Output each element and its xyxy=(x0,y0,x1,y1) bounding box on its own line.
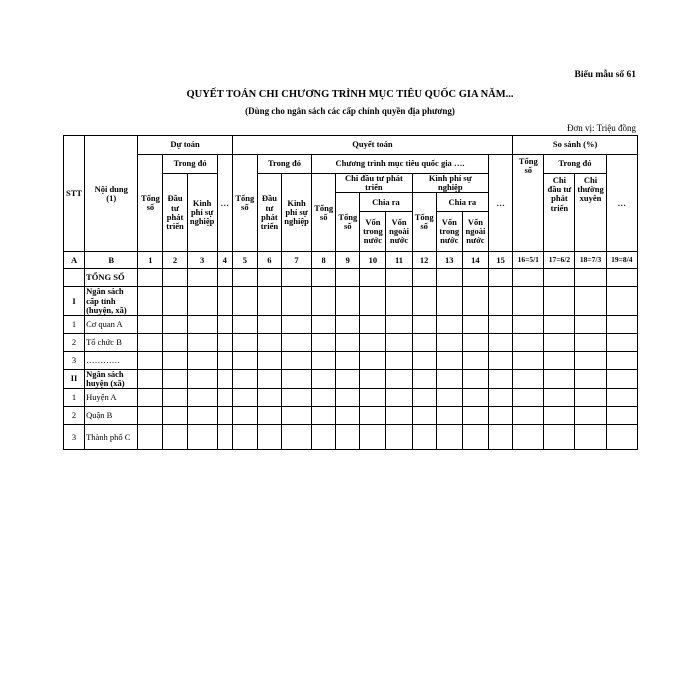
row-stt xyxy=(64,269,85,287)
table-cell xyxy=(360,407,386,425)
table-cell xyxy=(386,269,412,287)
table-cell xyxy=(575,333,606,351)
table-cell xyxy=(257,333,281,351)
table-cell xyxy=(232,369,257,388)
table-cell xyxy=(232,389,257,407)
table-cell xyxy=(312,389,336,407)
table-row xyxy=(64,351,638,369)
table-cell xyxy=(336,351,360,369)
header-ct-tong-so: Tổng số xyxy=(312,174,336,252)
header-noi-dung: Nội dung (1) xyxy=(85,136,138,252)
table-cell xyxy=(575,269,606,287)
table-cell xyxy=(544,369,575,388)
table-cell xyxy=(257,425,281,450)
table-cell xyxy=(488,333,512,351)
table-cell xyxy=(163,287,187,316)
row-stt: II xyxy=(64,369,85,388)
table-cell xyxy=(412,369,436,388)
column-index-row xyxy=(64,252,638,269)
table-cell xyxy=(386,369,412,388)
table-cell xyxy=(575,315,606,333)
column-index-cell: B xyxy=(85,252,138,269)
table-cell xyxy=(513,333,544,351)
table-cell xyxy=(513,407,544,425)
table-cell xyxy=(312,315,336,333)
table-cell xyxy=(281,425,311,450)
header-dtpt-tong-so: Tổng số xyxy=(336,193,360,252)
table-cell xyxy=(462,389,488,407)
table-cell xyxy=(138,425,163,450)
table-cell xyxy=(412,389,436,407)
table-row xyxy=(64,425,638,450)
table-cell xyxy=(575,351,606,369)
header-stt: STT xyxy=(64,136,85,252)
table-cell xyxy=(163,425,187,450)
header-kpsn-von-trong-nuoc: Vốn trong nước xyxy=(436,212,462,252)
header-du-toan-tong-so: Tổng số xyxy=(138,155,163,252)
table-cell xyxy=(360,287,386,316)
table-cell xyxy=(436,351,462,369)
table-cell xyxy=(232,425,257,450)
table-cell xyxy=(462,407,488,425)
table-cell xyxy=(232,315,257,333)
table-cell xyxy=(217,407,232,425)
table-row xyxy=(64,407,638,425)
header-du-toan-kpsn: Kinh phí sự nghiệp xyxy=(187,174,217,252)
table-cell xyxy=(281,269,311,287)
table-cell xyxy=(336,269,360,287)
row-label: Huyện A xyxy=(85,389,138,407)
column-index-cell: 8 xyxy=(312,252,336,269)
header-kpsn-wide: Kinh phí sự nghiệp xyxy=(412,174,488,193)
table-cell xyxy=(513,369,544,388)
row-stt: 1 xyxy=(64,389,85,407)
table-cell xyxy=(386,287,412,316)
table-cell xyxy=(217,369,232,388)
column-index-cell: 4 xyxy=(217,252,232,269)
table-cell xyxy=(281,351,311,369)
table-cell xyxy=(163,389,187,407)
table-cell xyxy=(386,315,412,333)
table-cell xyxy=(412,407,436,425)
table-cell xyxy=(163,333,187,351)
table-cell xyxy=(575,287,606,316)
header-qt-kpsn: Kinh phí sự nghiệp xyxy=(281,174,311,252)
table-cell xyxy=(232,269,257,287)
table-cell xyxy=(187,269,217,287)
table-row xyxy=(64,315,638,333)
column-index-cell: 11 xyxy=(386,252,412,269)
table-cell xyxy=(138,351,163,369)
row-stt: 3 xyxy=(64,425,85,450)
table-cell xyxy=(606,315,637,333)
table-row xyxy=(64,287,638,316)
table-cell xyxy=(163,369,187,388)
header-ss-ellipsis: … xyxy=(606,155,637,252)
table-cell xyxy=(575,369,606,388)
table-cell xyxy=(386,425,412,450)
table-cell xyxy=(606,389,637,407)
table-cell xyxy=(513,315,544,333)
table-cell xyxy=(138,369,163,388)
currency-unit: Đơn vị: Triệu đồng xyxy=(566,123,636,133)
table-cell xyxy=(312,333,336,351)
header-dtpt-von-trong-nuoc: Vốn trong nước xyxy=(360,212,386,252)
table-cell xyxy=(488,369,512,388)
column-index-cell: 18=7/3 xyxy=(575,252,606,269)
header-du-toan-dtpt: Đầu tư phát triển xyxy=(163,174,187,252)
table-cell xyxy=(606,351,637,369)
table-cell xyxy=(513,389,544,407)
table-cell xyxy=(281,333,311,351)
table-cell xyxy=(360,369,386,388)
column-index-cell: 19=8/4 xyxy=(606,252,637,269)
table-cell xyxy=(138,407,163,425)
table-cell xyxy=(163,269,187,287)
header-chuong-trinh: Chương trình mục tiêu quốc gia …. xyxy=(312,155,489,174)
table-cell xyxy=(360,389,386,407)
table-cell xyxy=(575,407,606,425)
row-label: Ngân sách cấp tỉnh (huyện, xã) xyxy=(85,287,138,316)
row-stt: 2 xyxy=(64,333,85,351)
table-cell xyxy=(544,315,575,333)
table-cell xyxy=(412,287,436,316)
table-cell xyxy=(386,333,412,351)
table-cell xyxy=(412,333,436,351)
row-stt: I xyxy=(64,287,85,316)
column-index-cell: A xyxy=(64,252,85,269)
table-row xyxy=(64,389,638,407)
table-cell xyxy=(312,351,336,369)
table-cell xyxy=(488,287,512,316)
header-ss-chi-thuong-xuyen: Chi thường xuyên xyxy=(575,174,606,252)
table-cell xyxy=(544,333,575,351)
table-cell xyxy=(386,351,412,369)
table-cell xyxy=(412,269,436,287)
table-cell xyxy=(360,269,386,287)
column-index-cell: 12 xyxy=(412,252,436,269)
table-cell xyxy=(606,287,637,316)
table-cell xyxy=(232,351,257,369)
table-cell xyxy=(436,389,462,407)
table-cell xyxy=(436,287,462,316)
header-quyet-toan: Quyết toán xyxy=(232,136,512,155)
table-cell xyxy=(462,287,488,316)
table-cell xyxy=(187,389,217,407)
table-cell xyxy=(336,315,360,333)
header-qt-tong-so: Tổng số xyxy=(232,155,257,252)
table-cell xyxy=(232,333,257,351)
table-cell xyxy=(257,351,281,369)
table-cell xyxy=(138,269,163,287)
table-cell xyxy=(138,287,163,316)
table-cell xyxy=(436,407,462,425)
row-label: Tổ chức B xyxy=(85,333,138,351)
table-cell xyxy=(360,315,386,333)
table-cell xyxy=(412,351,436,369)
table-cell xyxy=(462,333,488,351)
table-cell xyxy=(544,351,575,369)
header-so-sanh: So sánh (%) xyxy=(513,136,638,155)
header-chi-dtpt: Chi đầu tư phát triển xyxy=(336,174,412,193)
table-cell xyxy=(513,287,544,316)
header-du-toan-trong-do: Trong đó xyxy=(163,155,217,174)
table-cell xyxy=(163,315,187,333)
table-cell xyxy=(386,389,412,407)
table-row xyxy=(64,369,638,388)
table-cell xyxy=(336,407,360,425)
table-cell xyxy=(312,287,336,316)
table-cell xyxy=(606,407,637,425)
table-cell xyxy=(217,315,232,333)
table-cell xyxy=(312,425,336,450)
table-cell xyxy=(544,425,575,450)
table-cell xyxy=(336,369,360,388)
header-qt-dtpt: Đầu tư phát triển xyxy=(257,174,281,252)
table-cell xyxy=(606,369,637,388)
table-cell xyxy=(462,369,488,388)
report-subtitle: (Dùng cho ngân sách các cấp chính quyền địa phương) xyxy=(245,106,455,116)
table-cell xyxy=(257,287,281,316)
header-qt-ellipsis: … xyxy=(488,155,512,252)
table-cell xyxy=(257,315,281,333)
table-cell xyxy=(163,351,187,369)
table-cell xyxy=(217,269,232,287)
form-number: Biểu mẫu số 61 xyxy=(574,70,636,80)
table-cell xyxy=(488,425,512,450)
table-cell xyxy=(436,269,462,287)
table-cell xyxy=(436,315,462,333)
header-du-toan-ellipsis: … xyxy=(217,155,232,252)
column-index-cell: 7 xyxy=(281,252,311,269)
column-index-cell: 9 xyxy=(336,252,360,269)
table-cell xyxy=(257,389,281,407)
table-cell xyxy=(257,369,281,388)
column-index-cell: 3 xyxy=(187,252,217,269)
column-index-cell: 14 xyxy=(462,252,488,269)
table-cell xyxy=(217,389,232,407)
table-cell xyxy=(336,389,360,407)
table-cell xyxy=(187,351,217,369)
table-cell xyxy=(606,333,637,351)
table-cell xyxy=(187,425,217,450)
table-cell xyxy=(281,369,311,388)
table-cell xyxy=(606,269,637,287)
table-cell xyxy=(360,333,386,351)
table-cell xyxy=(513,425,544,450)
table-cell xyxy=(575,425,606,450)
column-index-cell: 13 xyxy=(436,252,462,269)
header-qt-trong-do: Trong đó xyxy=(257,155,311,174)
row-label: Thành phố C xyxy=(85,425,138,450)
table-cell xyxy=(544,269,575,287)
column-index-cell: 2 xyxy=(163,252,187,269)
table-cell xyxy=(462,351,488,369)
column-index-cell: 17=6/2 xyxy=(544,252,575,269)
table-cell xyxy=(138,389,163,407)
table-cell xyxy=(412,315,436,333)
column-index-cell: 16=5/1 xyxy=(513,252,544,269)
table-cell xyxy=(575,389,606,407)
row-label: Quận B xyxy=(85,407,138,425)
row-label: TỔNG SỐ xyxy=(85,269,138,287)
table-cell xyxy=(462,269,488,287)
table-cell xyxy=(412,425,436,450)
table-cell xyxy=(217,333,232,351)
column-index-cell: 15 xyxy=(488,252,512,269)
column-index-cell: 5 xyxy=(232,252,257,269)
table-cell xyxy=(336,333,360,351)
table-cell xyxy=(138,333,163,351)
row-label: Cơ quan A xyxy=(85,315,138,333)
table-cell xyxy=(312,407,336,425)
table-cell xyxy=(232,407,257,425)
table-cell xyxy=(488,407,512,425)
table-cell xyxy=(281,389,311,407)
table-cell xyxy=(488,315,512,333)
table-cell xyxy=(281,407,311,425)
table-cell xyxy=(488,351,512,369)
table-cell xyxy=(513,351,544,369)
table-cell xyxy=(163,407,187,425)
header-dtpt-chia-ra: Chia ra xyxy=(360,193,412,212)
table-cell xyxy=(488,389,512,407)
header-ss-chi-dtpt: Chi đầu tư phát triển xyxy=(544,174,575,252)
table-cell xyxy=(232,287,257,316)
table-cell xyxy=(217,425,232,450)
table-cell xyxy=(257,269,281,287)
row-stt: 1 xyxy=(64,315,85,333)
row-stt: 2 xyxy=(64,407,85,425)
table-cell xyxy=(257,407,281,425)
header-kpsn-tong-so: Tổng số xyxy=(412,193,436,252)
table-cell xyxy=(360,425,386,450)
table-cell xyxy=(606,425,637,450)
table-cell xyxy=(187,407,217,425)
column-index-cell: 6 xyxy=(257,252,281,269)
table-cell xyxy=(312,369,336,388)
table-cell xyxy=(462,425,488,450)
column-index-cell: 1 xyxy=(138,252,163,269)
column-index-cell: 10 xyxy=(360,252,386,269)
table-cell xyxy=(138,315,163,333)
table-cell xyxy=(462,315,488,333)
header-ss-trong-do: Trong đó xyxy=(544,155,606,174)
table-cell xyxy=(544,389,575,407)
table-cell xyxy=(386,407,412,425)
header-du-toan: Dự toán xyxy=(138,136,232,155)
table-cell xyxy=(281,287,311,316)
table-row xyxy=(64,333,638,351)
row-label: ………… xyxy=(85,351,138,369)
table-row xyxy=(64,269,638,287)
table-cell xyxy=(336,287,360,316)
table-cell xyxy=(513,269,544,287)
table-cell xyxy=(187,369,217,388)
table-cell xyxy=(281,315,311,333)
table-cell xyxy=(217,351,232,369)
settlement-table xyxy=(63,135,638,450)
table-cell xyxy=(360,351,386,369)
header-kpsn-chia-ra: Chia ra xyxy=(436,193,488,212)
table-cell xyxy=(217,287,232,316)
table-cell xyxy=(488,269,512,287)
report-title: QUYẾT TOÁN CHI CHƯƠNG TRÌNH MỤC TIÊU QUỐC GIA NĂM... xyxy=(186,89,514,100)
table-cell xyxy=(187,333,217,351)
row-stt: 3 xyxy=(64,351,85,369)
table-cell xyxy=(544,287,575,316)
header-dtpt-von-ngoai-nuoc: Vốn ngoài nước xyxy=(386,212,412,252)
table-cell xyxy=(436,333,462,351)
table-cell xyxy=(544,407,575,425)
table-cell xyxy=(336,425,360,450)
table-cell xyxy=(187,287,217,316)
header-kpsn-von-ngoai-nuoc: Vốn ngoài nước xyxy=(462,212,488,252)
header-ss-tong-so: Tổng số xyxy=(513,155,544,252)
table-cell xyxy=(436,425,462,450)
table-cell xyxy=(312,269,336,287)
table-cell xyxy=(436,369,462,388)
table-cell xyxy=(187,315,217,333)
row-label: Ngân sách huyện (xã) xyxy=(85,369,138,388)
